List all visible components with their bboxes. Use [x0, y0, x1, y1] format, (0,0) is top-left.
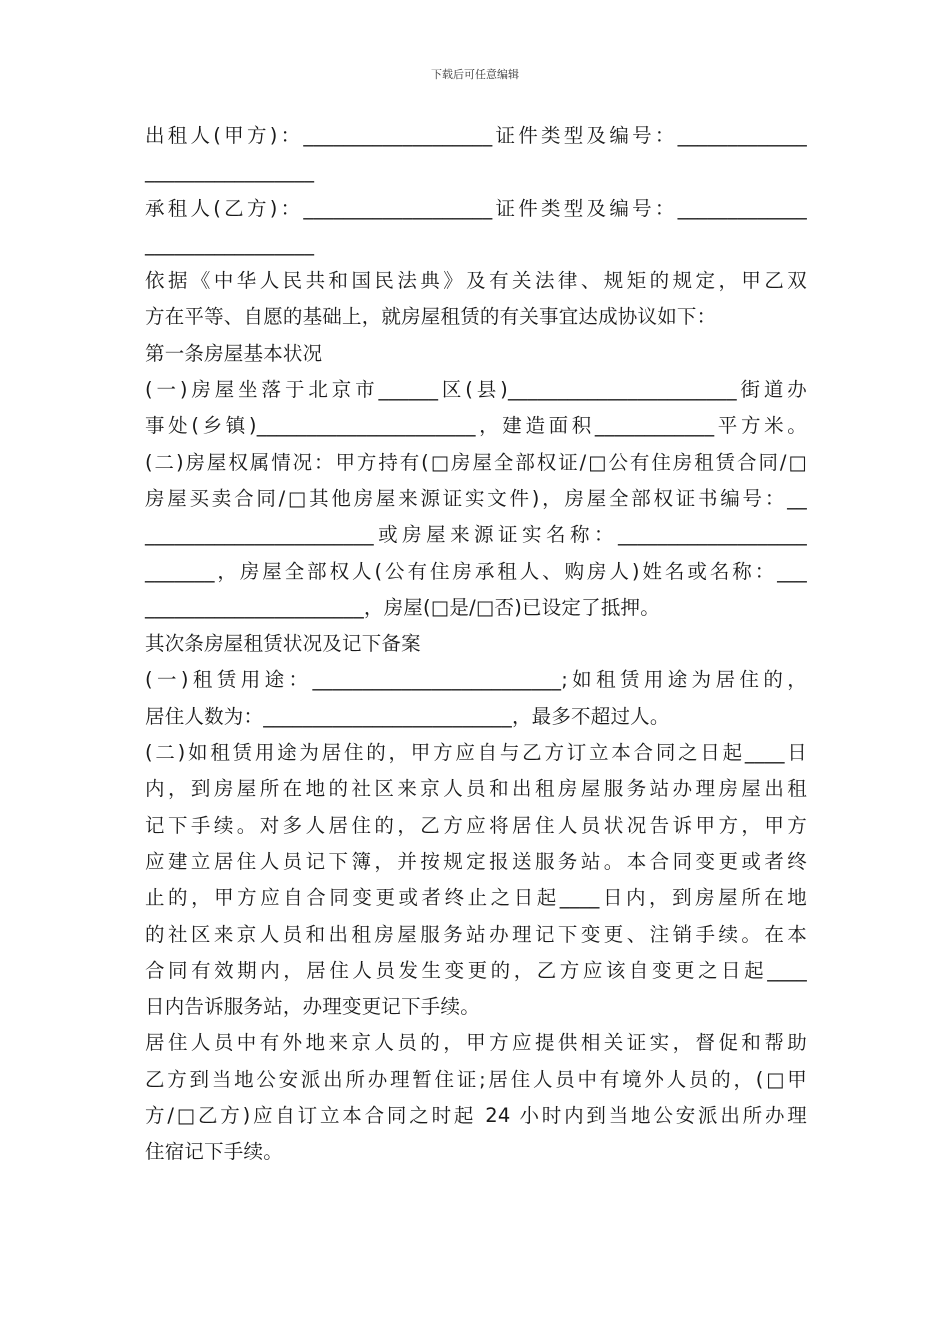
document-body: [145, 118, 807, 1171]
article-1-item-1-line-1: (一)房屋坐落于北京市______区(县)_______________________街道办: [145, 378, 807, 402]
article-1-heading: 第一条房屋基本状况: [145, 341, 323, 365]
article-2-item-2-line-3: 记下手续。对多人居住的，乙方应将居住人员状况告诉甲方，甲方: [145, 813, 807, 837]
lessor-line: 出租人(甲方)：___________________证件类型及编号：_____________: [145, 124, 807, 147]
article-2-item-2-line-4: 应建立居住人员记下簿，并按规定报送服务站。本合同变更或者终: [145, 849, 807, 873]
article-2-item-2-line-1: (二)如租赁用途为居住的，甲方应自与乙方订立本合同之日起____日: [145, 741, 807, 765]
article-2-item-2-line-7: 合同有效期内，居住人员发生变更的，乙方应该自变更之日起____: [145, 958, 807, 982]
article-2-para-3-line-2: 乙方到当地公安派出所办理暂住证;居住人员中有境外人员的，(□甲: [145, 1067, 807, 1091]
article-2-item-2-line-5: 止的，甲方应自合同变更或者终止之日起____日内，到房屋所在地: [145, 886, 807, 910]
article-2-item-2-line-6: 的社区来京人员和出租房屋服务站办理记下变更、注销手续。在本: [145, 922, 807, 946]
article-2-item-1-line-2: 居住人数为：_________________________，最多不超过人。: [145, 704, 670, 728]
article-1-item-1-line-2: 事处(乡镇)______________________，建造面积____________平方米。: [145, 414, 807, 438]
preamble-line-2: 方在平等、自愿的基础上，就房屋租赁的有关事宜达成协议如下：: [145, 305, 717, 329]
page-header-caption: 下载后可任意编辑: [431, 68, 519, 81]
article-1-item-2-line-3: _______________________或房屋来源证实名称：___________________: [145, 523, 807, 547]
article-2-item-1-line-1: (一)租赁用途：_________________________;如租赁用途为居住的，: [145, 668, 807, 692]
article-2-heading: 其次条房屋租赁状况及记下备案: [145, 632, 421, 656]
lessee-line-continuation: _________________: [145, 232, 315, 256]
article-2-para-3-line-1: 居住人员中有外地来京人员的，甲方应提供相关证实，督促和帮助: [145, 1031, 807, 1055]
lessor-line-continuation: _________________: [145, 160, 315, 184]
article-1-item-2-line-4: _______，房屋全部权人(公有住房承租人、购房人)姓名或名称：___: [145, 559, 807, 583]
preamble-line-1: 依据《中华人民共和国民法典》及有关法律、规矩的规定，甲乙双: [145, 269, 807, 293]
lessee-line: 承租人(乙方)：___________________证件类型及编号：_____________: [145, 196, 807, 220]
article-1-item-2-line-1: (二)房屋权属情况：甲方持有(□房屋全部权证/□公有住房租赁合同/□: [145, 450, 807, 474]
article-2-para-3-line-4: 住宿记下手续。: [145, 1140, 283, 1164]
article-2-item-2-line-2: 内，到房屋所在地的社区来京人员和出租房屋服务站办理房屋出租: [145, 777, 807, 801]
article-1-item-2-line-5: ______________________，房屋(□是/□否)已设定了抵押。: [145, 595, 660, 619]
article-2-para-3-line-3: 方/□乙方)应自订立本合同之时起 24 小时内到当地公安派出所办理: [145, 1104, 807, 1128]
article-2-item-2-line-8: 日内告诉服务站，办理变更记下手续。: [145, 995, 480, 1019]
article-1-item-2-line-2: 房屋买卖合同/□其他房屋来源证实文件)，房屋全部权证书编号：__: [145, 486, 807, 510]
